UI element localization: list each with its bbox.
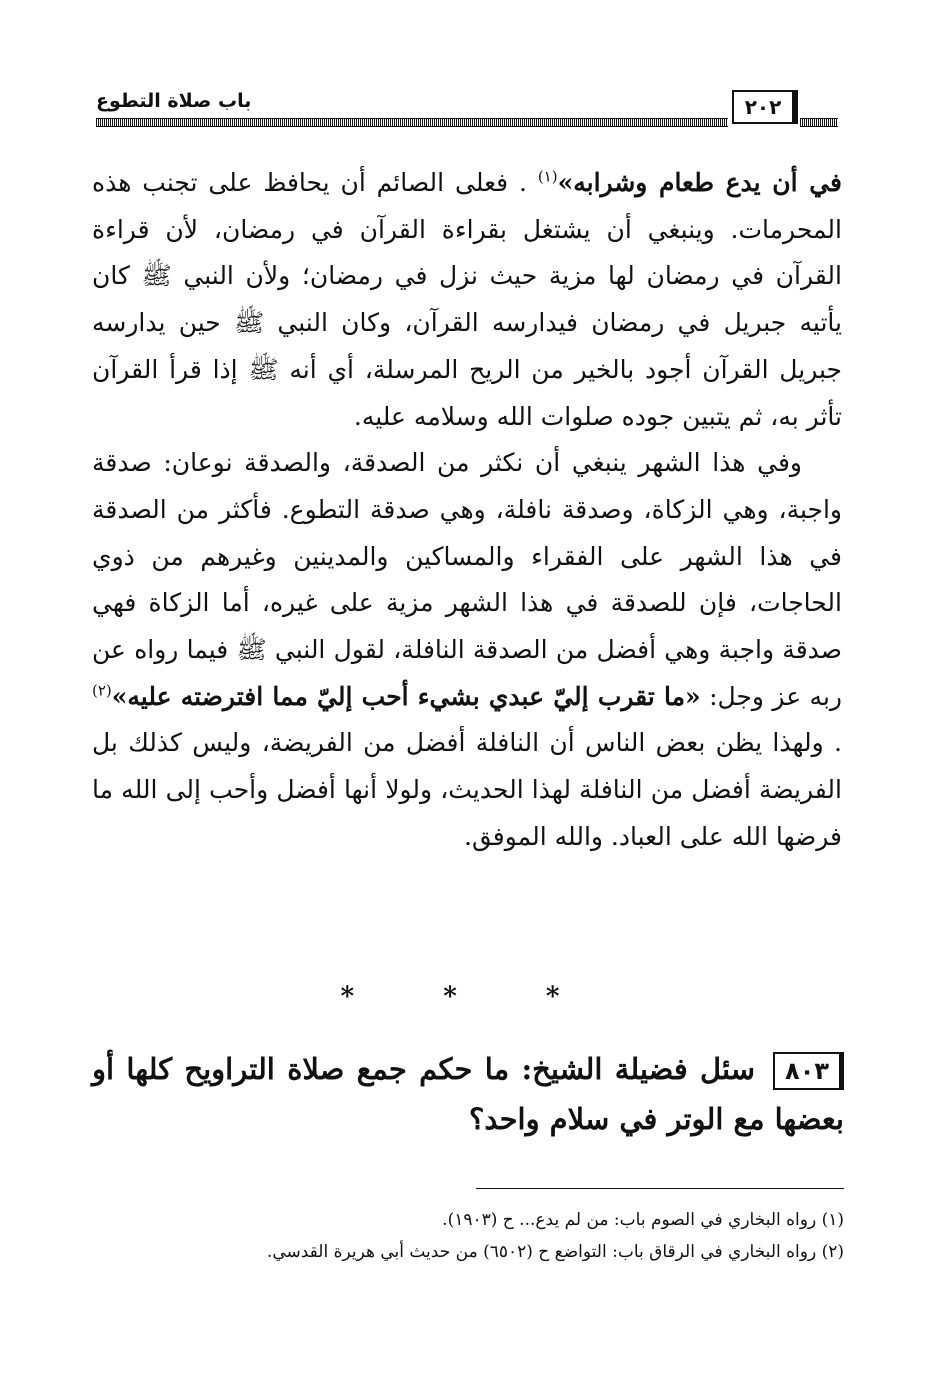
page-number: ٢٠٢ [732, 90, 798, 124]
chapter-title: باب صلاة التطوع [96, 90, 252, 112]
paragraph-1 [92, 160, 842, 440]
header-rule [96, 118, 728, 127]
paragraph-2 [92, 440, 842, 860]
header-rule-end [800, 118, 838, 127]
question-number: ٨٠٣ [773, 1052, 844, 1090]
main-text [92, 160, 842, 861]
question-text: سئل فضيلة الشيخ: ما حكم جمع صلاة التراويح كلها أو بعضها مع الوتر في سلام واحد؟ [92, 1052, 844, 1136]
paragraph-1-text: . فعلى الصائم أن يحافظ على تجنب هذه المحرمات. وينبغي أن يشتغل بقراءة القرآن في رمضان، لأن قراءة القرآن في رمضان لها مزية حيث نزل في رمضان؛ ولأن النبي ﷺ كان يأتيه جبريل في رمضان فيدارسه القرآن، وكان النبي ﷺ حين يدارسه جبريل القرآن أجود بالخير من الريح المرسلة، أي أنه ﷺ إذا قرأ القرآن تأثر به، ثم يتبين جوده صلوات الله وسلامه عليه. [92, 168, 842, 431]
footnotes [92, 1204, 844, 1268]
footnote-2: (٢) رواه البخاري في الرقاق باب: التواضع ح (٦٥٠٢) من حديث أبي هريرة القدسي. [266, 1242, 844, 1262]
running-header [96, 90, 838, 128]
paragraph-2-text: وفي هذا الشهر ينبغي أن نكثر من الصدقة، والصدقة نوعان: صدقة واجبة، وهي الزكاة، وصدقة نافلة، وهي صدقة التطوع. فأكثر من الصدقة في هذا الشهر على الفقراء والمساكين والمدينين وغيرهم من ذوي الحاجات، فإن للصدقة في هذا الشهر مزية على غيره، أما الزكاة فهي صدقة واجبة وهي أفضل من الصدقة النافلة، لقول النبي ﷺ فيما رواه عن ربه عز وجل: [92, 448, 842, 711]
footnote-ref-1: (١) [537, 167, 558, 186]
paragraph-2-tail: . ولهذا يظن بعض الناس أن النافلة أفضل من الفريضة، وليس كذلك بل الفريضة أفضل من النافلة لهذا الحديث، ولولا أنها أفضل وأحب إلى الله ما فرضها الله على العباد. والله الموفق. [92, 728, 842, 851]
footnote-1: (١) رواه البخاري في الصوم باب: من لم يدع... ح (١٩٠٣). [442, 1210, 844, 1230]
footnote-ref-2: (٢) [92, 681, 112, 700]
footnote-divider [476, 1188, 844, 1189]
fatwa-question [92, 1044, 844, 1144]
hadith-quote: في أن يدع طعام وشرابه» [557, 168, 842, 197]
hadith-qudsi-quote: «ما تقرب إليّ عبدي بشيء أحب إليّ مما افترضته عليه» [111, 681, 701, 711]
section-separator: * * * [340, 982, 600, 1012]
